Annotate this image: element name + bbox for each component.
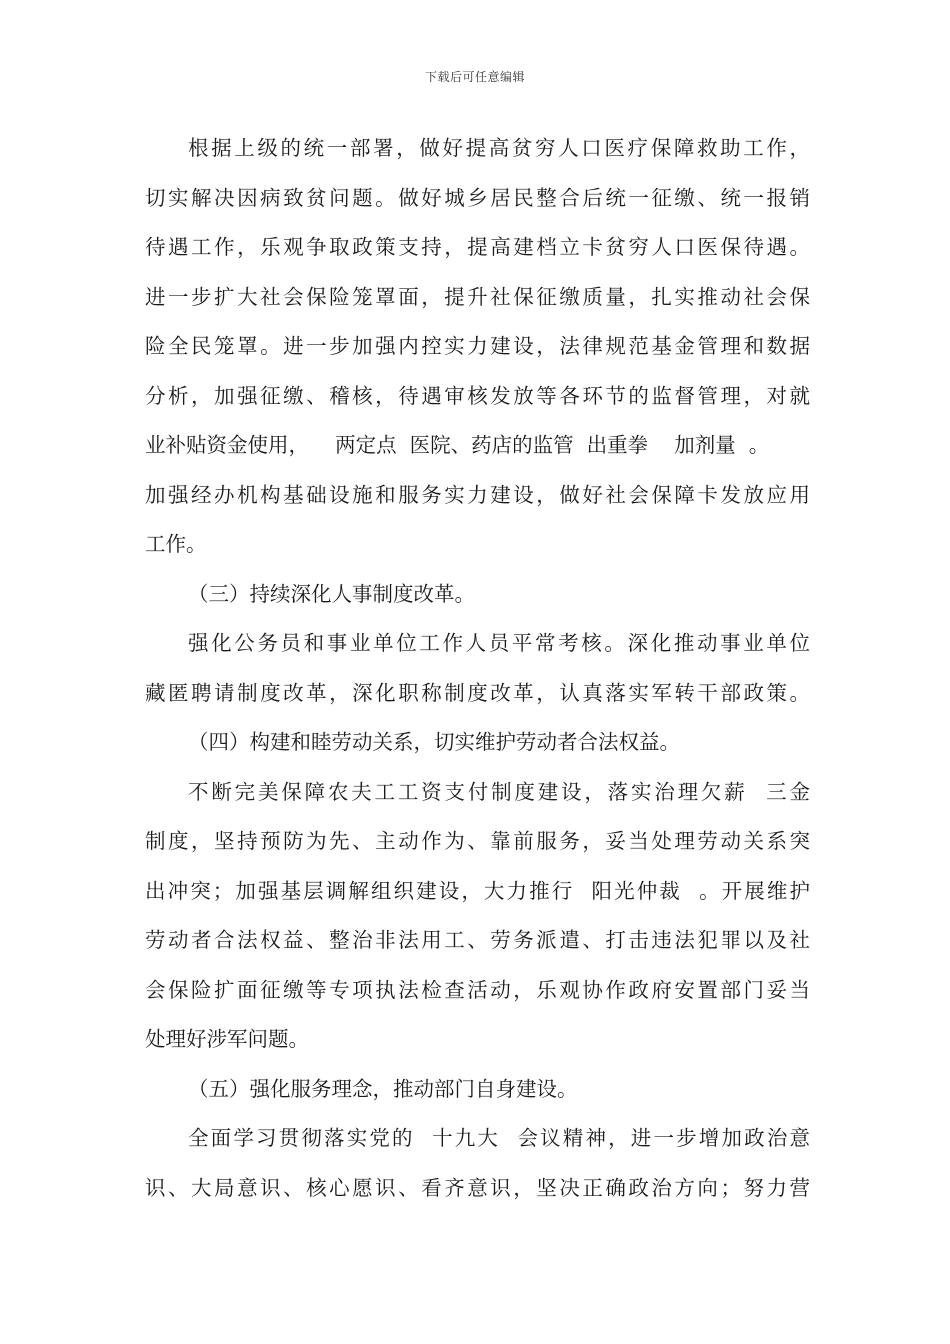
text-line: 进一步扩大社会保险笼罩面，提升社保征缴质量，扎实推动社会保 xyxy=(145,284,810,309)
text-line: 劳动者合法权益、整治非法用工、劳务派遣、打击违法犯罪以及社 xyxy=(145,928,810,952)
text-line: 识、大局意识、核心愿识、看齐意识，坚决正确政治方向；努力营 xyxy=(145,1175,810,1200)
text-line: 险全民笼罩。进一步加强内控实力建设，法律规范基金管理和数据 xyxy=(145,334,810,358)
text-line: 业补贴资金使用， 两定点 医院、药店的监管 出重拳 加剂量 。 xyxy=(145,433,770,457)
text-line: 待遇工作，乐观争取政策支持，提高建档立卡贫穷人口医保待遇。 xyxy=(145,235,810,259)
text-line: 全面学习贯彻落实党的 十九大 会议精神，进一步增加政治意 xyxy=(188,1126,810,1150)
text-line: 强化公务员和事业单位工作人员平常考核。深化推动事业单位 xyxy=(188,631,810,655)
text-line: 不断完美保障农夫工工资支付制度建设，落实治理欠薪 三金 xyxy=(188,779,810,804)
text-line: 会保险扩面征缴等专项执法检查活动，乐观协作政府安置部门妥当 xyxy=(145,977,810,1002)
document-body xyxy=(145,130,810,1219)
text-line: 分析，加强征缴、稽核，待遇审核发放等各环节的监督管理，对就 xyxy=(145,383,810,408)
section-heading: （五）强化服务理念，推动部门自身建设。 xyxy=(188,1076,578,1101)
page-header: 下载后可任意编辑 xyxy=(424,70,525,84)
section-heading: （四）构建和睦劳动关系，切实维护劳动者合法权益。 xyxy=(188,730,680,754)
text-line: 制度，坚持预防为先、主动作为、靠前服务，妥当处理劳动关系突 xyxy=(145,829,810,853)
text-line: 切实解决因病致贫问题。做好城乡居民整合后统一征缴、统一报销 xyxy=(145,185,810,210)
text-line: 加强经办机构基础设施和服务实力建设，做好社会保障卡发放应用 xyxy=(145,482,810,507)
text-line: 工作。 xyxy=(145,532,207,556)
text-line: 藏匿聘请制度改革，深化职称制度改革，认真落实军转干部政策。 xyxy=(145,680,810,705)
section-heading: （三）持续深化人事制度改革。 xyxy=(188,581,475,606)
text-line: 出冲突；加强基层调解组织建设，大力推行 阳光仲裁 。开展维护 xyxy=(145,878,810,903)
text-line: 处理好涉军问题。 xyxy=(145,1027,309,1051)
text-line: 根据上级的统一部署，做好提高贫穷人口医疗保障救助工作， xyxy=(188,136,810,160)
